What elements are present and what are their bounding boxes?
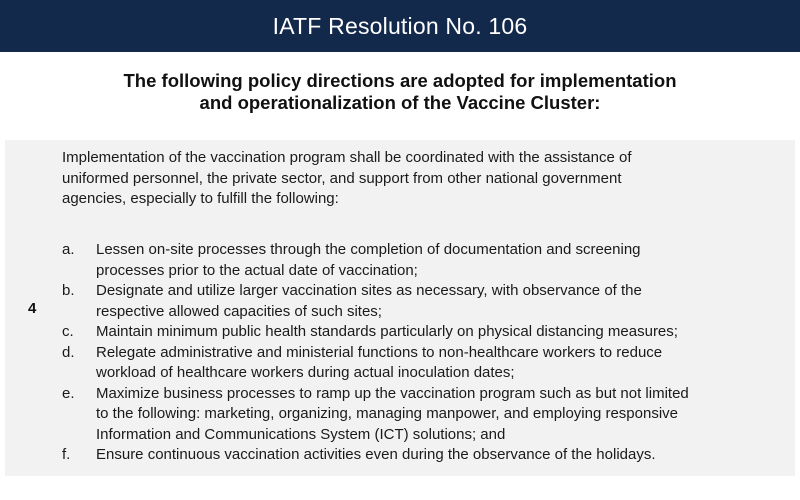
list-marker: a. [62,241,75,258]
list-item-text: Maintain minimum public health standards particularly on physical distancing measures; [96,323,678,340]
list-marker: c. [62,323,74,340]
intro-line-2: uniformed personnel, the private sector, and support from other national government [62,169,622,187]
list-item-text: Relegate administrative and ministerial functions to non-healthcare workers to reduce [96,343,663,361]
list-item-text: Maximize business processes to ramp up the vaccination program such as but not limited [96,384,689,402]
list-item-text: Ensure continuous vaccination activities even during the observance of the holidays. [96,446,656,463]
intro-line-1: Implementation of the vaccination program shall be coordinated with the assistance of [62,149,632,166]
list-marker: e. [62,384,75,402]
list-item-text: workload of healthcare workers during actual inoculation dates; [96,364,515,381]
list-item-c [62,322,782,343]
heading-line-2: and operationalization of the Vaccine Cluster: [199,92,601,113]
heading-line-1: The following policy directions are adopted for implementation [123,70,677,91]
list-item-text: Information and Communications System (ICT) solutions; and [96,425,506,443]
title-bar [0,0,800,52]
list-item-b [62,281,782,322]
list-marker: b. [62,282,75,299]
policy-list [62,240,782,466]
list-item-f [62,445,782,466]
row-number: 4 [28,300,37,317]
list-item-text: Lessen on-site processes through the completion of documentation and screening [96,241,641,258]
list-item-d [62,343,782,384]
list-item-text: processes prior to the actual date of vaccination; [96,261,418,279]
intro-paragraph [62,148,772,210]
list-marker: f. [62,446,71,463]
intro-line-3: agencies, especially to fulfill the following: [62,190,339,207]
list-item-text: to the following: marketing, organizing, managing manpower, and employing responsive [96,405,679,422]
list-item-text: Designate and utilize larger vaccination sites as necessary, with observance of the [96,282,642,299]
list-item-text: respective allowed capacities of such sites; [96,302,382,320]
list-item-e [62,384,782,446]
list-marker: d. [62,343,75,361]
page-title: IATF Resolution No. 106 [272,12,528,39]
list-item-a [62,240,782,281]
section-heading [0,70,800,114]
